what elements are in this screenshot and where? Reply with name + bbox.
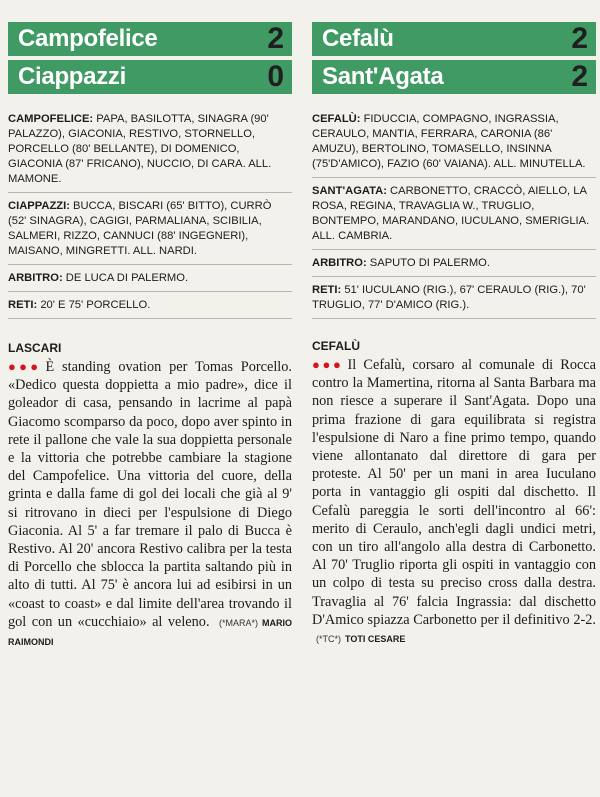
referee <box>312 250 596 277</box>
referee-label: ARBITRO: <box>8 272 63 284</box>
lineup-text: CARBONETTO, CRACCÒ, AIELLO, LA ROSA, REGINA, TRAVAGLIA W., TRUGLIO, BONTEMPO, MARANDANO, IUCULANO, SMERIGLIA. ALL. CAMBRIA. <box>312 185 590 242</box>
away-lineup <box>312 178 596 250</box>
goals-text: 20' E 75' PORCELLO. <box>37 299 151 311</box>
team-name: Sant'Agata <box>322 63 444 90</box>
referee-text: SAPUTO DI PALERMO. <box>366 257 490 269</box>
away-team-score-bar <box>8 60 292 94</box>
byline-author: TOTI CESARE <box>345 634 406 645</box>
bullet-dots-icon: ●●● <box>8 359 42 374</box>
lineup-label: SANT'AGATA: <box>312 185 387 197</box>
byline-author: MARIO RAIMONDI <box>8 617 292 648</box>
team-score: 2 <box>571 60 588 93</box>
team-score: 2 <box>267 22 284 55</box>
team-score: 2 <box>571 22 588 55</box>
article-location: CEFALÙ <box>312 339 360 353</box>
lineup-text: PAPA, BASILOTTA, SINAGRA (90' PALAZZO), GIACONIA, RESTIVO, STORNELLO, PORCELLO (80' BELLANTE), DI DOMENICO, GIACONIA (87' FRICANO), NUCCIO, DI CARA. ALL. MAMONE. <box>8 113 272 185</box>
match-details <box>312 112 596 319</box>
byline-initials: (*MARA*) <box>218 617 258 628</box>
away-lineup <box>8 193 292 265</box>
byline-initials: (*TC*) <box>316 634 341 645</box>
match-details <box>8 112 292 319</box>
team-score: 0 <box>267 60 284 93</box>
lineup-text: BUCCA, BISCARI (65' BITTO), CURRÒ (52' SINAGRA), CAGIGI, PARMALIANA, SCIBILIA, SALMERI, RIZZO, CANNUCI (88' INGEGNERI), MAISANO, MINGRETTI. ALL. NARDI. <box>8 200 272 257</box>
goals <box>312 277 596 319</box>
bullet-dots-icon: ●●● <box>312 357 344 372</box>
team-name: Ciappazzi <box>18 63 126 90</box>
lineup-label: CAMPOFELICE: <box>8 113 94 125</box>
goals-label: RETI: <box>312 284 342 296</box>
article-text: È standing ovation per Tomas Porcello. «Dedico questa doppietta a mio padre», dice il goleador di casa, pensando in lacrime al papà Giacomo scomparso da poco, dopo aver spinto in rete il pallone che vale la sua doppietta personale e la vittoria che potrebbe cambiare la stagione del Campofelice. Una vittoria del cuore, della grinta e dalla fame di gol dei locali che già al 9' si ritrovano in dieci per l'espulsione di Diego Giaconia. Al 5' a far tremare il palo di Bucca è Restivo. Al 20' ancora Restivo calibra per la testa di Porcello che sblocca la partita saltando più in alto di tutti. Al 75' è ancora lui ad esibirsi in un «coast to coast» e dal limite dell'area trovando il gol con un «cucchiaio» al veleno. <box>8 359 292 630</box>
goals-label: RETI: <box>8 299 38 311</box>
away-team-score-bar <box>312 60 596 94</box>
goals <box>8 292 292 319</box>
article-text: Il Cefalù, corsaro al comunale di Rocca contro la Mamertina, ritorna al Santa Barbara ma non riesce a superare il Sant'Agata. Dopo una prima frazione di gara equilibrata si registra l'espulsione di Naro a fine primo tempo, quando viene allontanato dal direttore di gara per proteste. Al 50' per un mani in area Iuculano porta in vantaggio gli ospiti dal dischetto. Il Cefalù pareggia le sorti dell'incontro al 66': merito di Ceraulo, anch'egli dagli undici metri, con un tiro all'angolo alla destra di Carbonetto. Al 70' Truglio riporta gli ospiti in vantaggio con un colpo di testa su preciso cross dalla destra. Travaglia al 76' falcia Ingrassia: dal dischetto D'Amico spiazza Carbonetto per il definitivo 2-2. <box>312 357 596 628</box>
article-body <box>8 358 292 651</box>
lineup-label: CIAPPAZZI: <box>8 200 70 212</box>
right-column <box>312 0 596 648</box>
lineup-text: FIDUCCIA, COMPAGNO, INGRASSIA, CERAULO, MANTIA, FERRARA, CARONIA (86' AMUZU), BERTOLINO, TOMASELLO, INSINNA (75'D'AMICO), FAZIO (60' VAIANA). ALL. MINUTELLA. <box>312 113 586 170</box>
byline <box>312 634 405 644</box>
home-lineup <box>312 112 596 178</box>
referee <box>8 265 292 292</box>
article-body <box>312 356 596 648</box>
referee-label: ARBITRO: <box>312 257 367 269</box>
home-team-score-bar <box>8 22 292 56</box>
lineup-label: CEFALÙ: <box>312 113 361 125</box>
home-team-score-bar <box>312 22 596 56</box>
team-name: Cefalù <box>322 25 394 52</box>
referee-text: DE LUCA DI PALERMO. <box>62 272 189 284</box>
team-name: Campofelice <box>18 25 158 52</box>
article-location: LASCARI <box>8 341 62 355</box>
home-lineup <box>8 112 292 193</box>
left-column <box>8 0 292 651</box>
goals-text: 51' IUCULANO (RIG.), 67' CERAULO (RIG.), 70' TRUGLIO, 77' D'AMICO (RIG.). <box>312 284 586 311</box>
